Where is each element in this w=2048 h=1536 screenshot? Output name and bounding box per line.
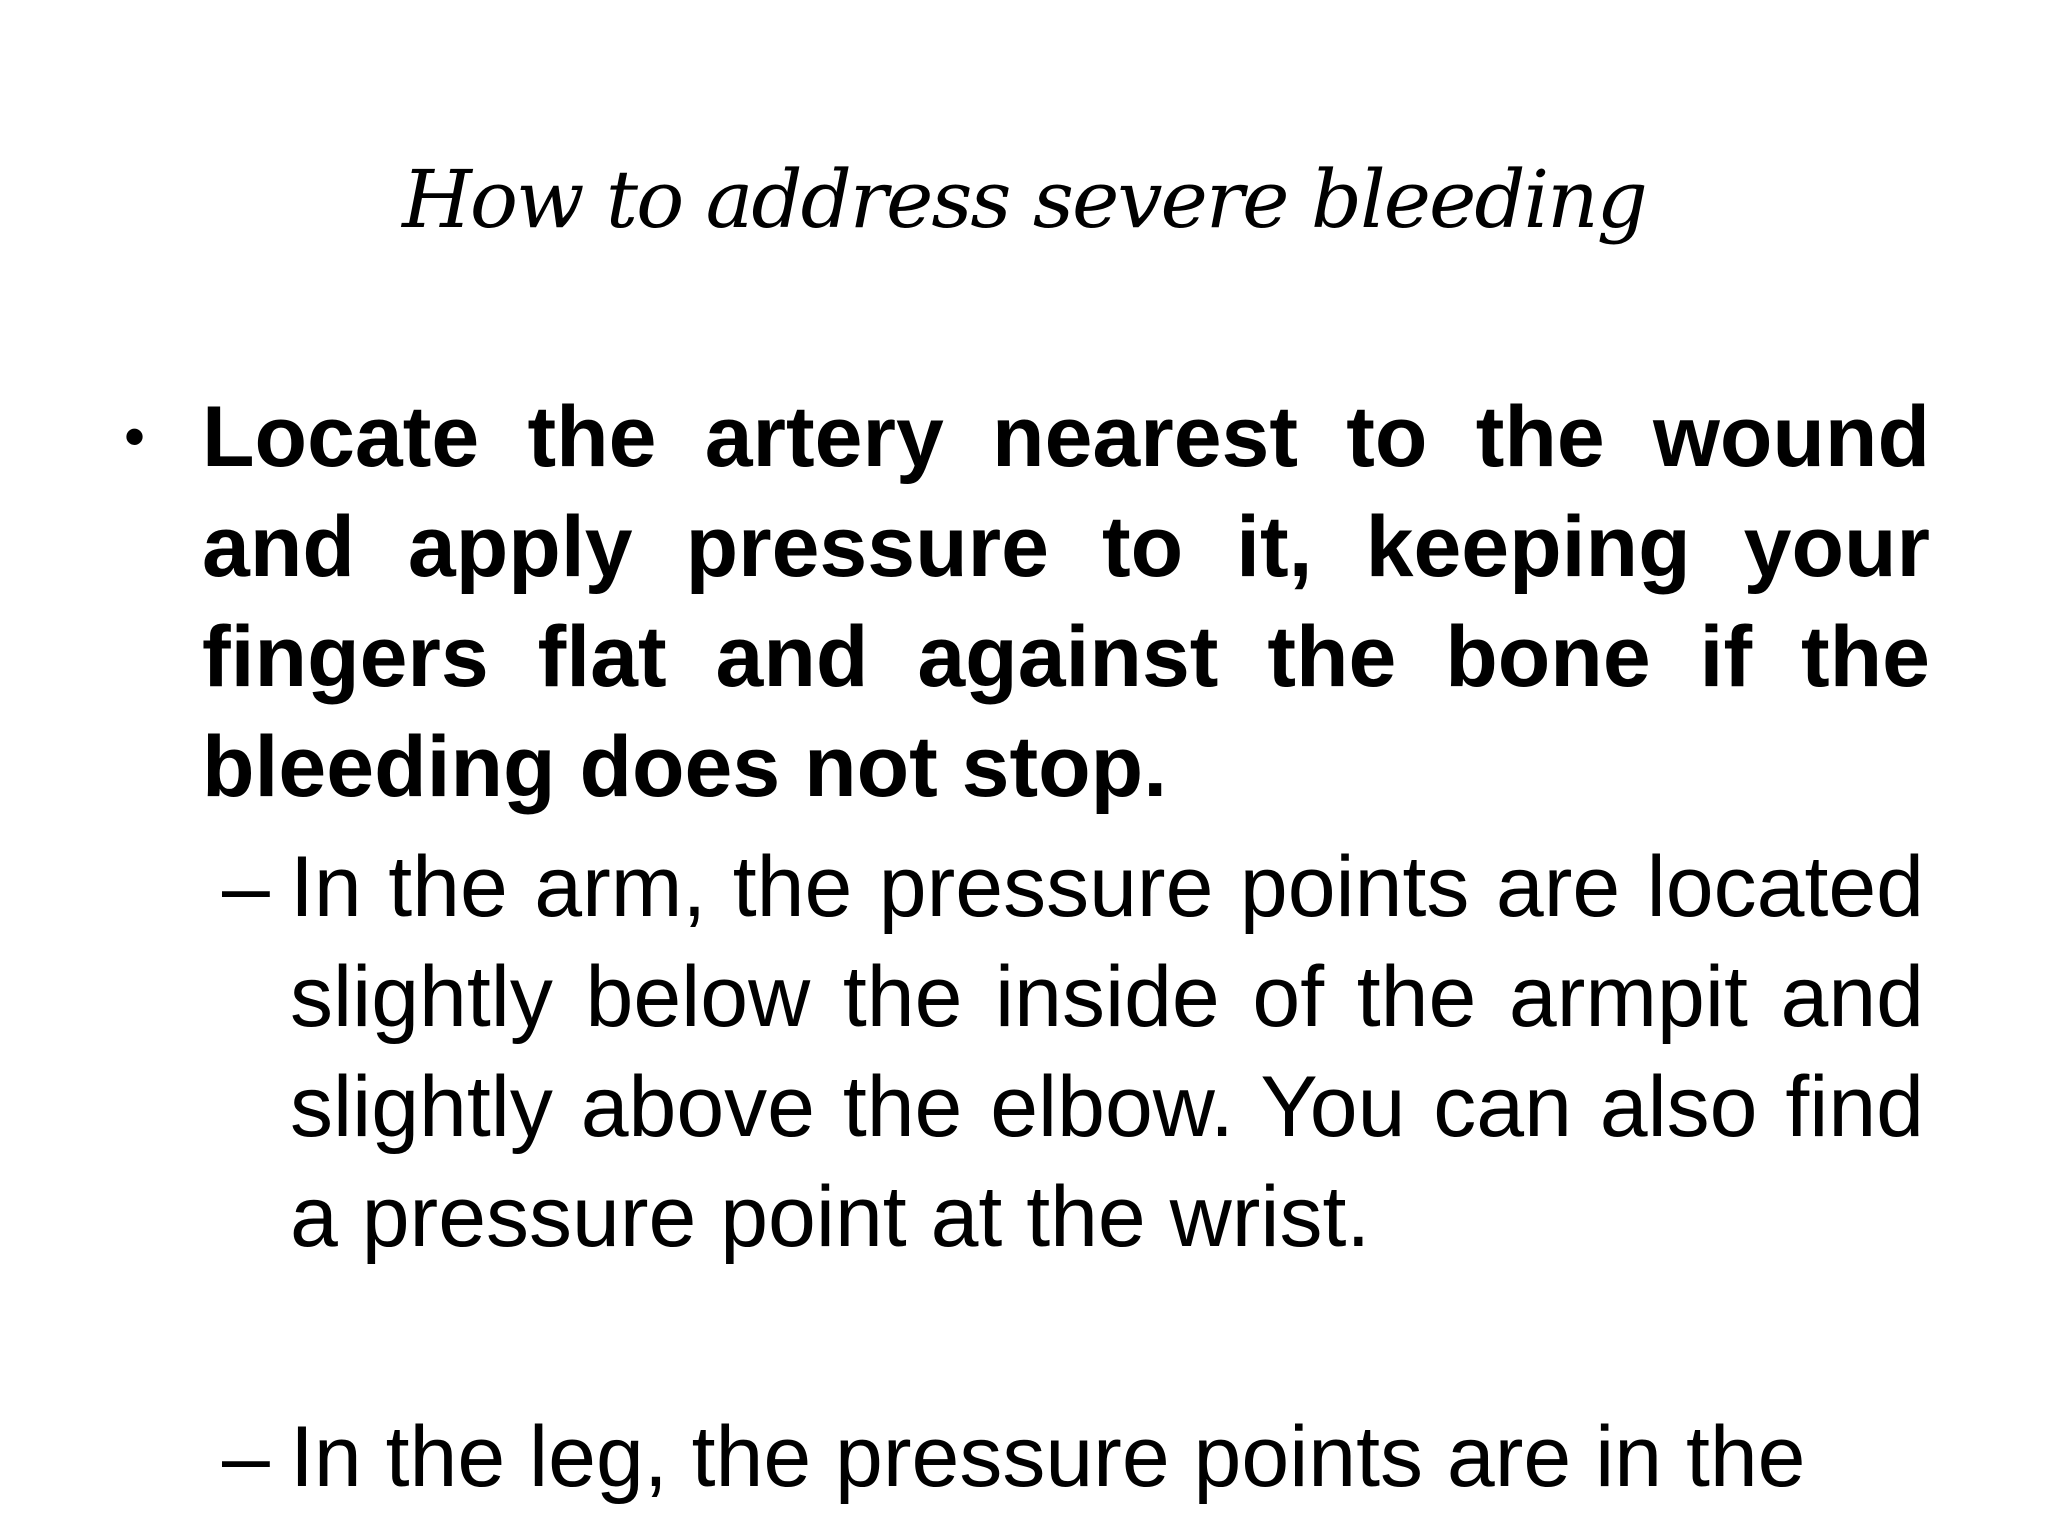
- bullet-marker: •: [124, 403, 146, 470]
- sub-bullet-text: In the arm, the pressure points are located slightly below the inside of the armpit and slightly above the elbow. You can also find a pressure point at the wrist.: [290, 839, 1924, 1265]
- bullet-item: [124, 382, 1930, 822]
- bullet-text: Locate the artery nearest to the wound and apply pressure to it, keeping your fingers flat and against the bone if the bleeding does not stop.: [202, 389, 1930, 815]
- slide-title: How to address severe bleeding: [402, 153, 1646, 246]
- sub-bullet-marker: –: [222, 839, 270, 935]
- sub-bullet-text: In the leg, the pressure points are in the: [290, 1409, 1806, 1505]
- sub-bullet-marker: –: [222, 1409, 270, 1505]
- sub-bullet-item-leg: [222, 1402, 1926, 1512]
- sub-bullet-item-arm: [222, 832, 1926, 1272]
